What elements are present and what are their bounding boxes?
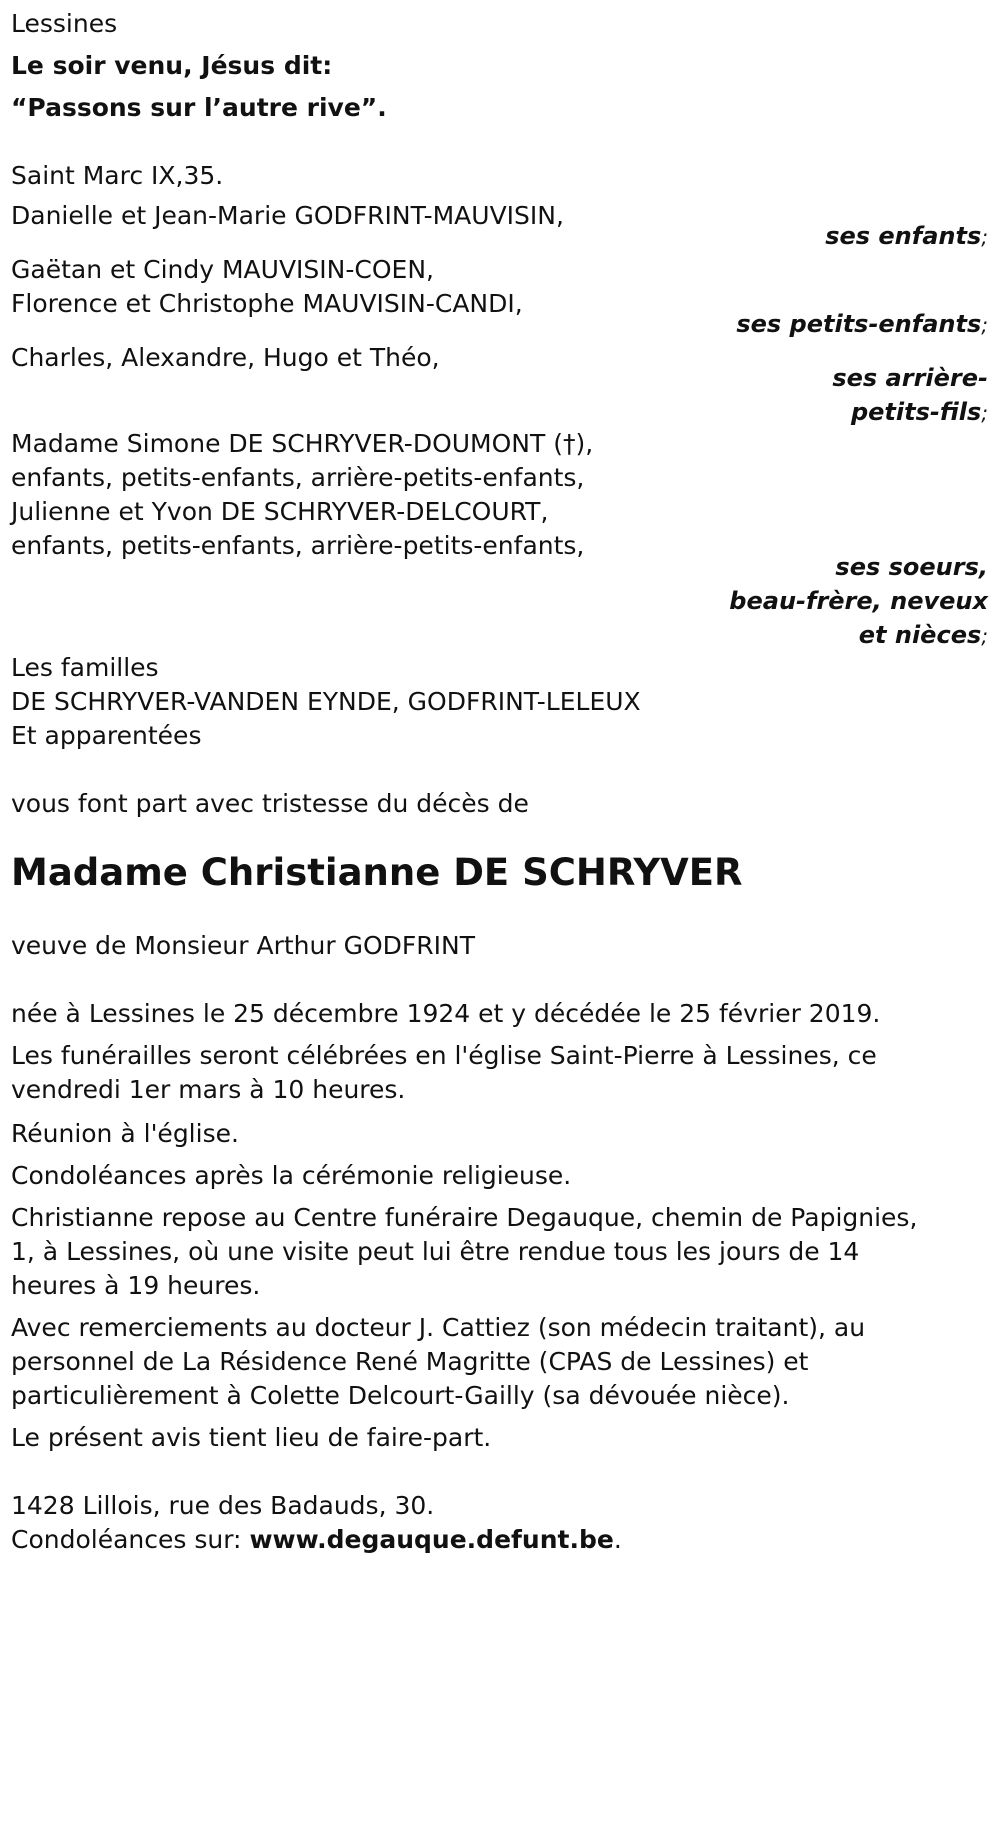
address: 1428 Lillois, rue des Badauds, 30. xyxy=(11,1491,435,1520)
great-grandchildren-role-line-2: petits-fils; xyxy=(850,398,988,426)
thanks-line-3: particulièrement à Colette Delcourt-Gailly (sa dévouée nièce). xyxy=(11,1381,790,1410)
thanks-line-2: personnel de La Résidence René Magritte (CPAS de Lessines) et xyxy=(11,1347,809,1376)
website-link[interactable]: www.degauque.defunt.be xyxy=(249,1525,614,1554)
thanks-line-1: Avec remerciements au docteur J. Cattiez (son médecin traitant), au xyxy=(11,1313,866,1342)
funeral-line-2: vendredi 1er mars à 10 heures. xyxy=(11,1075,406,1104)
deceased-name: Madame Christianne DE SCHRYVER xyxy=(11,851,743,894)
condolences-label: Condoléances sur: xyxy=(11,1525,250,1554)
widow-of: veuve de Monsieur Arthur GODFRINT xyxy=(11,931,475,960)
condolences-online xyxy=(11,1520,622,1560)
sibling-line-1: Madame Simone DE SCHRYVER-DOUMONT (†), xyxy=(11,429,594,458)
rest-line-1: Christianne repose au Centre funéraire Degauque, chemin de Papignies, xyxy=(11,1203,918,1232)
families-line-2: DE SCHRYVER-VANDEN EYNDE, GODFRINT-LELEUX xyxy=(11,687,641,716)
families-line-1: Les familles xyxy=(11,653,159,682)
sibling-line-4: enfants, petits-enfants, arrière-petits-enfants, xyxy=(11,531,585,560)
period: . xyxy=(613,1525,622,1554)
great-grandchildren-names: Charles, Alexandre, Hugo et Théo, xyxy=(11,343,440,372)
families-line-3: Et apparentées xyxy=(11,721,202,750)
children-names: Danielle et Jean-Marie GODFRINT-MAUVISIN, xyxy=(11,201,564,230)
siblings-role-line-2: beau-frère, neveux xyxy=(729,587,988,615)
rest-line-3: heures à 19 heures. xyxy=(11,1271,261,1300)
notice: Le présent avis tient lieu de faire-part. xyxy=(11,1423,492,1452)
sibling-line-2: enfants, petits-enfants, arrière-petits-enfants, xyxy=(11,463,585,492)
siblings-role-line-1: ses soeurs, xyxy=(835,553,988,581)
announcement-intro: vous font part avec tristesse du décès de xyxy=(11,789,529,818)
meeting: Réunion à l'église. xyxy=(11,1119,239,1148)
birth-death: née à Lessines le 25 décembre 1924 et y décédée le 25 février 2019. xyxy=(11,999,881,1028)
quote-source: Saint Marc IX,35. xyxy=(11,161,224,190)
grandchild-line-1: Gaëtan et Cindy MAUVISIN-COEN, xyxy=(11,255,434,284)
children-role: ses enfants; xyxy=(825,222,988,250)
condolences-note: Condoléances après la cérémonie religieuse. xyxy=(11,1161,572,1190)
funeral-line-1: Les funérailles seront célébrées en l'église Saint-Pierre à Lessines, ce xyxy=(11,1041,877,1070)
quote-line-2: “Passons sur l’autre rive”. xyxy=(11,93,387,122)
sibling-line-3: Julienne et Yvon DE SCHRYVER-DELCOURT, xyxy=(11,497,549,526)
grandchildren-role: ses petits-enfants; xyxy=(736,310,988,338)
city: Lessines xyxy=(11,9,118,38)
great-grandchildren-role-line-1: ses arrière- xyxy=(832,364,988,392)
siblings-role-line-3: et nièces; xyxy=(858,621,988,649)
grandchild-line-2: Florence et Christophe MAUVISIN-CANDI, xyxy=(11,289,523,318)
rest-line-2: 1, à Lessines, où une visite peut lui être rendue tous les jours de 14 xyxy=(11,1237,860,1266)
quote-line-1: Le soir venu, Jésus dit: xyxy=(11,51,333,80)
